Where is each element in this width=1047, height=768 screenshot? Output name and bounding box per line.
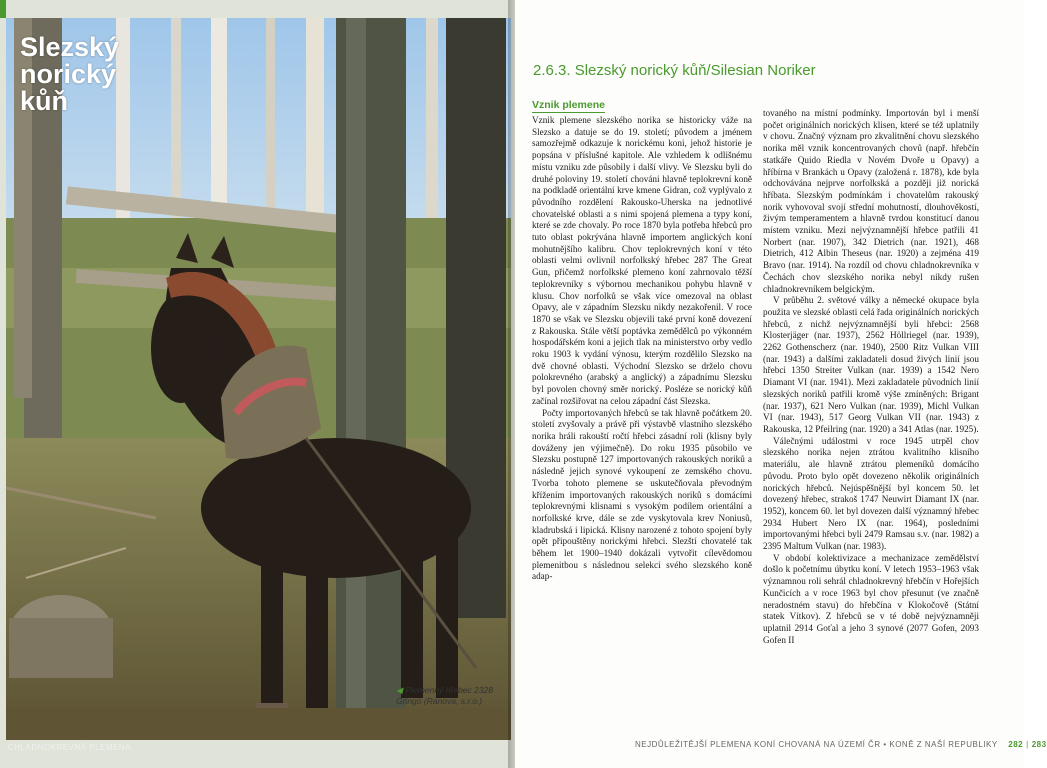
title-line: kůň <box>20 86 69 116</box>
title-line: norický <box>20 59 117 89</box>
horse-photo <box>6 18 511 740</box>
right-page <box>515 0 1047 768</box>
page-separator: | <box>1026 740 1029 749</box>
paragraph: Válečnými událostmi v roce 1945 utrpěl chov slezského norika nejen ztrátou kvalitního klisního materiálu, ale hlavně ztrátou plemeníků domácího původu. Proto bylo opět dovezeno několik originálních norických hřebců. Nejúspěšnější byl koncem 50. let dovezený hřebec, strakoš 1747 Neuwirt Diamant IX (nar. 1952), koncem 60. let byl dovezen další významný hřebec 2934 Hubert Nero IX (nar. 1964), posledními importovanými hřebci byli 2479 Ramsau s.v. (nar. 1982) a 2395 Maltum Vulkan (nar. 1983). <box>763 435 979 552</box>
right-footer <box>635 740 1047 749</box>
paragraph: V období kolektivizace a mechanizace zemědělství došlo k početnímu úbytku koní. V letech 1953–1963 však významnou roli sehrál chladnokrevný hřebčín v Hořejších Kunčicích a v roce 1963 byl chov přesunut (ve značně neradostném stavu) do hřebčína v Klokočově (Státní statek Vítkov). Z hřebců se v té době nejvýznamněji uplatnil 2914 Goťal a jeho 3 synové (2077 Gofen, 2093 Gofen II <box>763 552 979 645</box>
caption-bullet-icon: ◀ <box>396 685 403 695</box>
left-page <box>0 0 515 768</box>
paragraph: Vznik plemene slezského norika se historicky váže na Slezsko a datuje se do 19. století; původem a jménem samozřejmě odkazuje k norickému koni, jehož historie je popsána v příslušné kapitole. Ale vzhledem k odlišnému místu vzniku zde působily i další vlivy. Ve Slezsku byli do druhé poloviny 19. století chováni hlavně teplokrevní koně na podkladě orientální krve kmene Gidran, což vyplývalo z původního rozdělení Rakousko-Uherska na jednotlivé chovatelské oblasti a s nimi spojená plemena a typy koní, které se zde chovaly. Po roce 1870 byla potřeba hřebců pro tuto oblast pokrývána hlavně importem anglických koní mohutnějšího kalibru. Chov teplokrevných koní v této oblasti velmi ovlivnil norfolkský hřebec 287 The Great Gun, přičemž norfolkské plemeno koní zahrnovalo těžší teplokrevníky s výbornou mechanikou pohybu hlavně v klusu. Chov norfolků se však více omezoval na oblast Opavy, ale v západním Slezsku nikdy nezakořenil. V roce 1870 se však ve Slezsku objevili také první koně dovezení z Rakouska. Stále větší poptávka zemědělců po výkonném hospodářském koni a jejich tlak na ministerstvo orby vedlo roku 1903 k vydání výnosu, kterým rozdělilo Slezsko na dvě chovné oblasti. Východní Slezsko se drželo chovu polokrevného (arabský a anglický) a západnímu Slezsku byl povolen chovný směr norický. Posléze se norický kůň začínal rozšiřovat na celou západní část Slezska. <box>532 115 752 406</box>
paragraph: Počty importovaných hřebců se tak hlavně počátkem 20. století zvyšovaly a právě při výstavbě vlastního slezského norika hráli rakouští ročtí hřebci zásadní roli (klisny byly dováženy jen výjimečně). Do roku 1935 působilo ve Slezsku postupně 127 importovaných rakouských noriků a následně jejich synové vykoupení ze zemského chovu. Tvorba tohoto plemene se uskutečňovala převodným křížením importovaných rakouských noriků s domácími teplokrevnými klisnami s vysokým podílem orientální a norfolkské krve, dále se zde vyskytovala krev Noniusů, kladrubská i lipická. Klisny narozené z tohoto spojení byly opět připouštěny norickými hřebci. Slezští chovatelé tak během let 1900–1940 dokázali vytvořit cílevědomou plemenitbou s následnou selekcí svého slezského koně adap- <box>532 407 752 582</box>
left-footer: CHLADNOKREVNÁ PLEMENA <box>8 743 131 752</box>
caption-text: Plemenný hřebec 2328 Gringo (Ranova, s.r.o.) <box>396 685 493 706</box>
text-column-1 <box>532 115 752 583</box>
page-title <box>20 34 150 115</box>
page-number-left: 282 <box>1008 740 1024 749</box>
title-line: Slezský <box>20 32 120 62</box>
chapter-tab <box>0 0 6 18</box>
photo-caption <box>396 685 511 707</box>
page-number-right: 283 <box>1031 740 1047 749</box>
section-title: 2.6.3. Slezský norický kůň/Silesian Noriker <box>533 62 816 79</box>
subheading: Vznik plemene <box>532 99 605 111</box>
paragraph: V průběhu 2. světové války a německé okupace byla použita ve slezské oblasti celá řada originálních norických hřebců, z nichž nejvýznamnější byli hřebci: 2568 Klosterjäger (nar. 1937), 2562 Höllriegel (nar. 1939), 2262 Gothenscherz (nar. 1940), 2500 Ritz Vulkan VIII (nar. 1943) a dalšími zakladateli dosud živých linií jsou hřebci 1350 Streiter Vulkan (nar. 1939) a 1542 Nero Diamant VI (nar. 1941). Mezi zakladatele původních linií slezských noriků patřili kromě výše zmíněných: Brigant (nar. 1937), 621 Nero Vulkan (nar. 1939), Michl Vulkan VI (nar. 1943), 517 Georg Vulkan VII (nar. 1943) z Rakouska, 12 Pfeilring (nar. 1920) a 341 Atlas (nar. 1925). <box>763 295 979 434</box>
footer-text: NEJDŮLEŽITĚJŠÍ PLEMENA KONÍ CHOVANÁ NA ÚZEMÍ ČR • KONĚ Z NAŠÍ REPUBLIKY <box>635 740 998 749</box>
text-column-2 <box>763 108 979 646</box>
paragraph: tovaného na místní podmínky. Importován byl i menší počet originálních norických klisen, které se též uplatnily v chovu. Značný význam pro zkvalitnění chovu slezského norika měl vznik koncentrovaných chovů (např. hřebčín statkáře Quido Riedla v Novém Dvoře u Opavy) a hříbírna v Brankách u Opavy (založená r. 1878), kde byla odchovávána nejprve norfolkská a později již norická hříbata. Slezským podmínkám i chovatelům rakouský norik vyhovoval svojí střední mohutností, dlouhověkostí, živým temperamentem a hlavně tvrdou konstitucí danou místem vzniku. Mezi nejvýznamnější hřebce patřili 41 Norbert (nar. 1907), 342 Dietrich (nar. 1921), 468 Dietrich, 412 Albin Theseus (nar. 1920) a zejména 419 Bravo (nar. 1914). Na rozdíl od chovu chladnokrevníka v Čechách chov slezského norika nebyl nikdy rušen chladnokrevníkem belgickým. <box>763 108 979 294</box>
